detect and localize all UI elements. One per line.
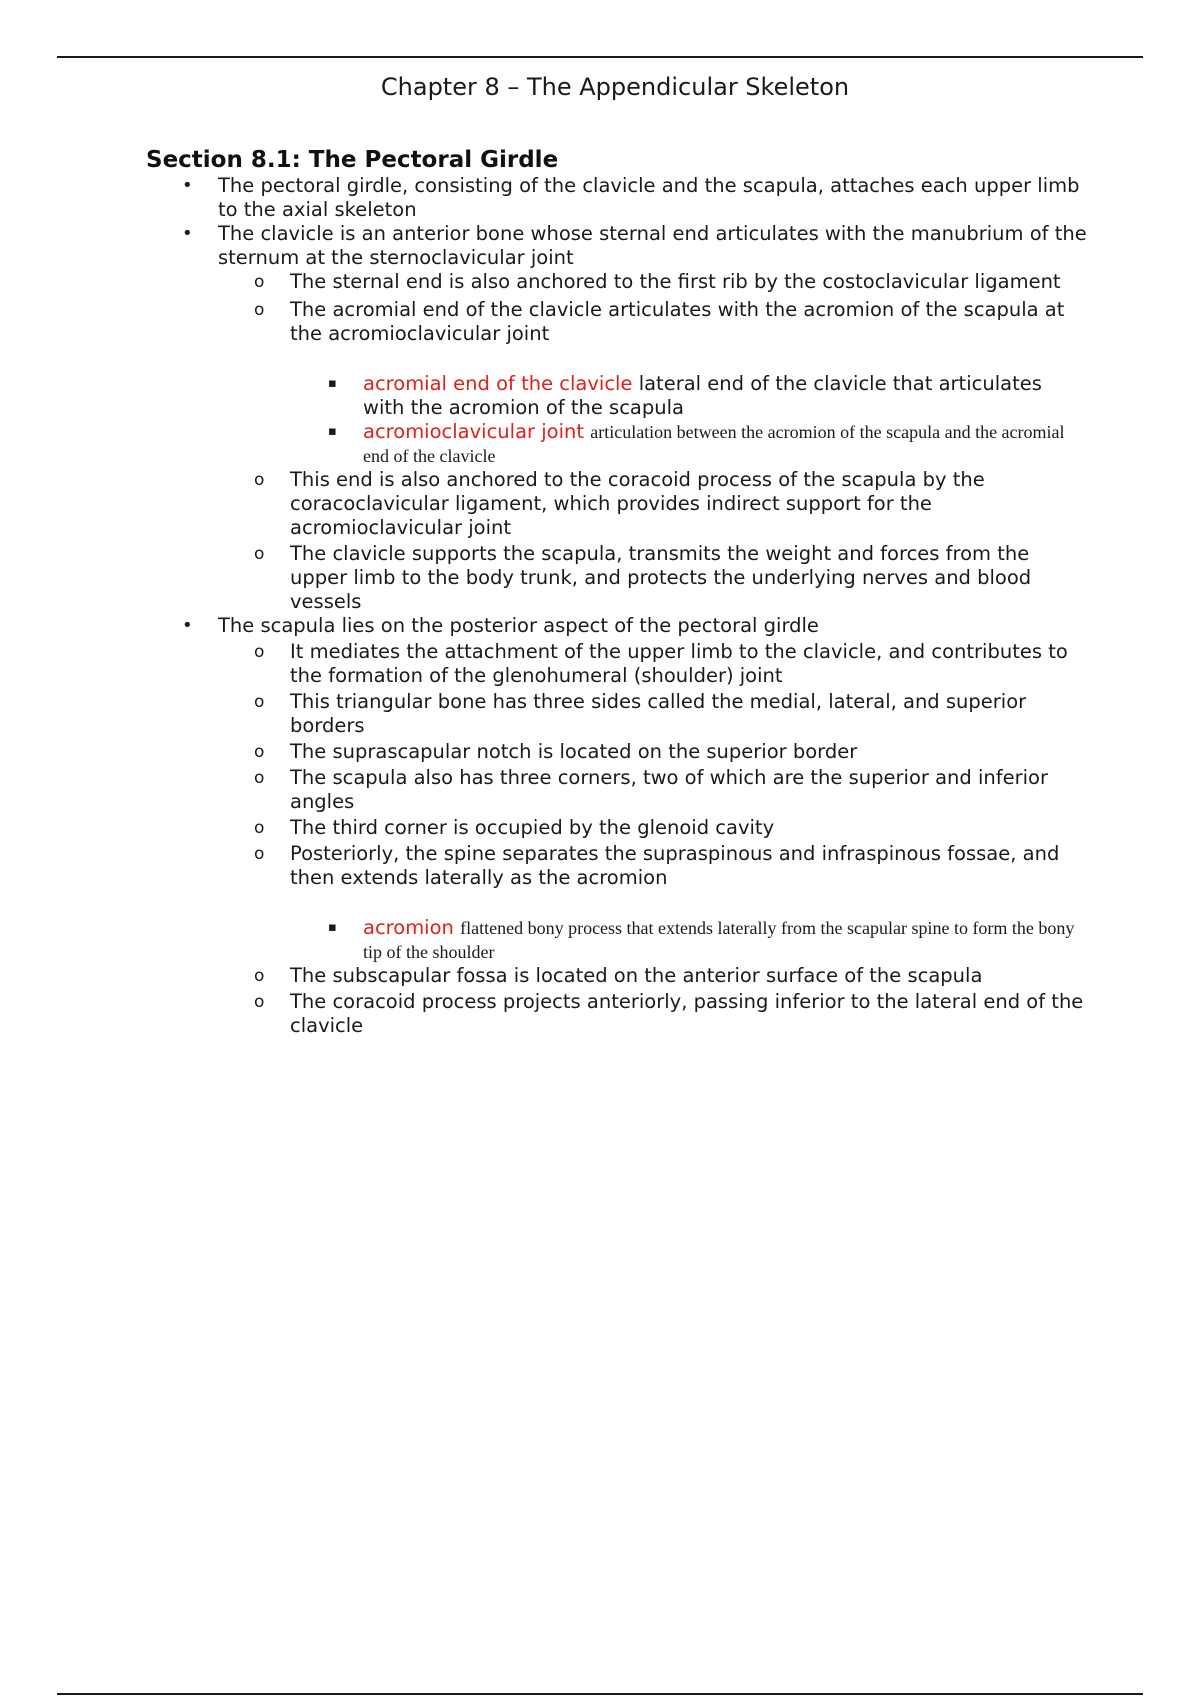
- list-item: [254, 640, 1090, 688]
- list-item: [254, 542, 1090, 614]
- square-bullet-icon: ▪: [328, 424, 337, 439]
- bottom-rule: [57, 1693, 1143, 1695]
- glossary-item: [328, 372, 1083, 420]
- circle-bullet-icon: o: [254, 544, 265, 564]
- item-text: This triangular bone has three sides called the medial, lateral, and superior borders: [290, 690, 1027, 737]
- glossary-term: acromion: [363, 916, 454, 939]
- square-bullet-icon: ▪: [328, 920, 337, 935]
- item-text: Posteriorly, the spine separates the supraspinous and infraspinous fossae, and then extends laterally as the acromion: [290, 842, 1060, 889]
- section-title: Section 8.1: The Pectoral Girdle: [146, 147, 559, 173]
- bullet-list: [0, 174, 1200, 1038]
- glossary-term: acromioclavicular joint: [363, 420, 585, 443]
- list-item: [254, 468, 1090, 540]
- circle-bullet-icon: o: [254, 300, 265, 320]
- list-item: [254, 964, 1090, 988]
- square-bullet-icon: ▪: [328, 376, 337, 391]
- list-item: [182, 222, 1088, 270]
- list-item: [254, 842, 1090, 890]
- list-item: [254, 690, 1090, 738]
- list-item: [254, 298, 1090, 346]
- circle-bullet-icon: o: [254, 992, 265, 1012]
- list-item: [182, 174, 1088, 222]
- glossary-term: acromial end of the clavicle: [363, 372, 633, 395]
- circle-bullet-icon: o: [254, 966, 265, 986]
- circle-bullet-icon: o: [254, 768, 265, 788]
- circle-bullet-icon: o: [254, 818, 265, 838]
- item-text: The acromial end of the clavicle articulates with the acromion of the scapula at the acromioclavicular joint: [290, 298, 1065, 345]
- list-item: [254, 740, 1090, 764]
- list-item: [254, 990, 1090, 1038]
- item-text: The subscapular fossa is located on the anterior surface of the scapula: [290, 964, 983, 987]
- item-text: The scapula also has three corners, two of which are the superior and inferior angles: [290, 766, 1048, 813]
- glossary-item: [328, 420, 1083, 468]
- circle-bullet-icon: o: [254, 642, 265, 662]
- list-item: [182, 614, 1088, 638]
- item-text: The clavicle supports the scapula, transmits the weight and forces from the upper limb to the body trunk, and protects the underlying nerves and blood vessels: [290, 542, 1032, 613]
- list-item: [254, 270, 1090, 294]
- list-item: [254, 816, 1090, 840]
- item-text: The pectoral girdle, consisting of the clavicle and the scapula, attaches each upper limb to the axial skeleton: [218, 174, 1080, 221]
- chapter-title: Chapter 8 – The Appendicular Skeleton: [380, 73, 850, 101]
- list-item: [254, 766, 1090, 814]
- circle-bullet-icon: o: [254, 692, 265, 712]
- item-text: The sternal end is also anchored to the first rib by the costoclavicular ligament: [290, 270, 1061, 293]
- glossary-definition: flattened bony process that extends laterally from the scapular spine to form the bony tip of the shoulder: [363, 918, 1075, 962]
- item-text: The third corner is occupied by the glenoid cavity: [290, 816, 775, 839]
- item-text: It mediates the attachment of the upper limb to the clavicle, and contributes to the formation of the glenohumeral (shoulder) joint: [290, 640, 1068, 687]
- glossary-item: [328, 916, 1083, 964]
- glossary-definition: articulation between the acromion of the scapula and the acromial end of the clavicle: [363, 422, 1065, 466]
- circle-bullet-icon: o: [254, 470, 265, 490]
- item-text: This end is also anchored to the coracoid process of the scapula by the coracoclavicular ligament, which provides indirect support for the acromioclavicular joint: [290, 468, 985, 539]
- glossary-definition: lateral end of the clavicle that articulates with the acromion of the scapula: [363, 372, 1042, 419]
- top-rule: [57, 56, 1143, 58]
- circle-bullet-icon: o: [254, 844, 265, 864]
- item-text: The scapula lies on the posterior aspect of the pectoral girdle: [218, 614, 819, 637]
- circle-bullet-icon: o: [254, 272, 265, 292]
- circle-bullet-icon: o: [254, 742, 265, 762]
- bullet-icon: •: [182, 175, 193, 196]
- bullet-icon: •: [182, 615, 193, 636]
- item-text: The coracoid process projects anteriorly, passing inferior to the lateral end of the clavicle: [290, 990, 1084, 1037]
- item-text: The suprascapular notch is located on the superior border: [290, 740, 858, 763]
- bullet-icon: •: [182, 223, 193, 244]
- item-text: The clavicle is an anterior bone whose sternal end articulates with the manubrium of the sternum at the sternoclavicular joint: [218, 222, 1087, 269]
